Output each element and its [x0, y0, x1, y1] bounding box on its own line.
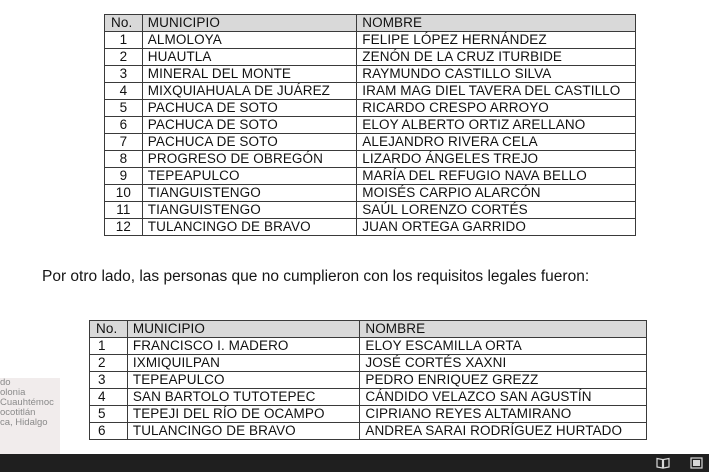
table-row	[105, 117, 636, 134]
column-header-nombre: NOMBRE	[357, 15, 636, 32]
row-number: 6	[90, 423, 128, 440]
row-number: 1	[90, 338, 128, 355]
table-row	[105, 202, 636, 219]
table-header-row	[90, 321, 647, 338]
row-nombre: CÁNDIDO VELAZCO SAN AGUSTÍN	[360, 389, 647, 406]
table-row	[90, 406, 647, 423]
table-row	[105, 168, 636, 185]
row-number: 8	[105, 151, 143, 168]
watermark-line: olonia	[0, 387, 26, 398]
row-nombre: ALEJANDRO RIVERA CELA	[357, 134, 636, 151]
row-nombre: MOISÉS CARPIO ALARCÓN	[357, 185, 636, 202]
row-nombre: JOSÉ CORTÉS XAXNI	[360, 355, 647, 372]
table-row	[105, 185, 636, 202]
row-number: 2	[105, 49, 143, 66]
row-number: 2	[90, 355, 128, 372]
row-municipio: MIXQUIAHUALA DE JUÁREZ	[142, 83, 356, 100]
row-municipio: PACHUCA DE SOTO	[142, 117, 356, 134]
row-number: 1	[105, 32, 143, 49]
row-municipio: TULANCINGO DE BRAVO	[127, 423, 359, 440]
column-header-number: No.	[105, 15, 143, 32]
row-nombre: RICARDO CRESPO ARROYO	[357, 100, 636, 117]
row-municipio: MINERAL DEL MONTE	[142, 66, 356, 83]
table-row	[105, 219, 636, 236]
row-municipio: TIANGUISTENGO	[142, 202, 356, 219]
row-number: 4	[90, 389, 128, 406]
row-municipio: PROGRESO DE OBREGÓN	[142, 151, 356, 168]
row-municipio: TEPEJI DEL RÍO DE OCAMPO	[127, 406, 359, 423]
table-header-row	[105, 15, 636, 32]
column-header-number: No.	[90, 321, 128, 338]
row-municipio: ALMOLOYA	[142, 32, 356, 49]
table-body	[90, 338, 647, 440]
table-row	[90, 423, 647, 440]
row-number: 4	[105, 83, 143, 100]
viewer-toolbar	[0, 454, 709, 472]
row-number: 5	[90, 406, 128, 423]
body-paragraph: Por otro lado, las personas que no cumplieron con los requisitos legales fueron:	[42, 268, 590, 285]
elected-officials-table	[104, 14, 636, 236]
row-nombre: LIZARDO ÁNGELES TREJO	[357, 151, 636, 168]
watermark-line: Cuauhtémoc	[0, 397, 54, 408]
table-row	[90, 338, 647, 355]
row-nombre: MARÍA DEL REFUGIO NAVA BELLO	[357, 168, 636, 185]
row-nombre: ANDREA SARAI RODRÍGUEZ HURTADO	[360, 423, 647, 440]
row-number: 11	[105, 202, 143, 219]
row-nombre: ELOY ALBERTO ORTIZ ARELLANO	[357, 117, 636, 134]
row-nombre: IRAM MAG DIEL TAVERA DEL CASTILLO	[357, 83, 636, 100]
table-row	[105, 83, 636, 100]
row-number: 12	[105, 219, 143, 236]
non-compliant-table	[89, 320, 647, 440]
row-nombre: FELIPE LÓPEZ HERNÁNDEZ	[357, 32, 636, 49]
row-municipio: IXMIQUILPAN	[127, 355, 359, 372]
row-nombre: PEDRO ENRIQUEZ GREZZ	[360, 372, 647, 389]
row-municipio: PACHUCA DE SOTO	[142, 100, 356, 117]
row-number: 7	[105, 134, 143, 151]
table-row	[105, 151, 636, 168]
row-municipio: TEPEAPULCO	[127, 372, 359, 389]
footer-watermark	[0, 378, 60, 454]
table-row	[105, 32, 636, 49]
row-number: 6	[105, 117, 143, 134]
row-number: 3	[90, 372, 128, 389]
table-row	[105, 66, 636, 83]
row-nombre: ELOY ESCAMILLA ORTA	[360, 338, 647, 355]
table-row	[105, 49, 636, 66]
row-municipio: PACHUCA DE SOTO	[142, 134, 356, 151]
row-number: 9	[105, 168, 143, 185]
row-nombre: SAÚL LORENZO CORTÉS	[357, 202, 636, 219]
table-body	[105, 32, 636, 236]
table-row	[105, 100, 636, 117]
row-nombre: JUAN ORTEGA GARRIDO	[357, 219, 636, 236]
row-municipio: TEPEAPULCO	[142, 168, 356, 185]
row-number: 3	[105, 66, 143, 83]
row-nombre: ZENÓN DE LA CRUZ ITURBIDE	[357, 49, 636, 66]
fullscreen-icon[interactable]	[689, 456, 703, 469]
row-municipio: TULANCINGO DE BRAVO	[142, 219, 356, 236]
watermark-line: ocotitlán	[0, 407, 36, 418]
table-row	[90, 355, 647, 372]
table-row	[90, 372, 647, 389]
row-municipio: HUAUTLA	[142, 49, 356, 66]
column-header-municipio: MUNICIPIO	[127, 321, 359, 338]
row-municipio: SAN BARTOLO TUTOTEPEC	[127, 389, 359, 406]
column-header-municipio: MUNICIPIO	[142, 15, 356, 32]
table-row	[90, 389, 647, 406]
watermark-line: ca, Hidalgo	[0, 417, 48, 428]
row-nombre: RAYMUNDO CASTILLO SILVA	[357, 66, 636, 83]
row-number: 10	[105, 185, 143, 202]
row-number: 5	[105, 100, 143, 117]
watermark-line: do	[0, 378, 11, 388]
table-row	[105, 134, 636, 151]
book-icon[interactable]	[656, 456, 670, 469]
row-municipio: FRANCISCO I. MADERO	[127, 338, 359, 355]
row-municipio: TIANGUISTENGO	[142, 185, 356, 202]
column-header-nombre: NOMBRE	[360, 321, 647, 338]
row-nombre: CIPRIANO REYES ALTAMIRANO	[360, 406, 647, 423]
